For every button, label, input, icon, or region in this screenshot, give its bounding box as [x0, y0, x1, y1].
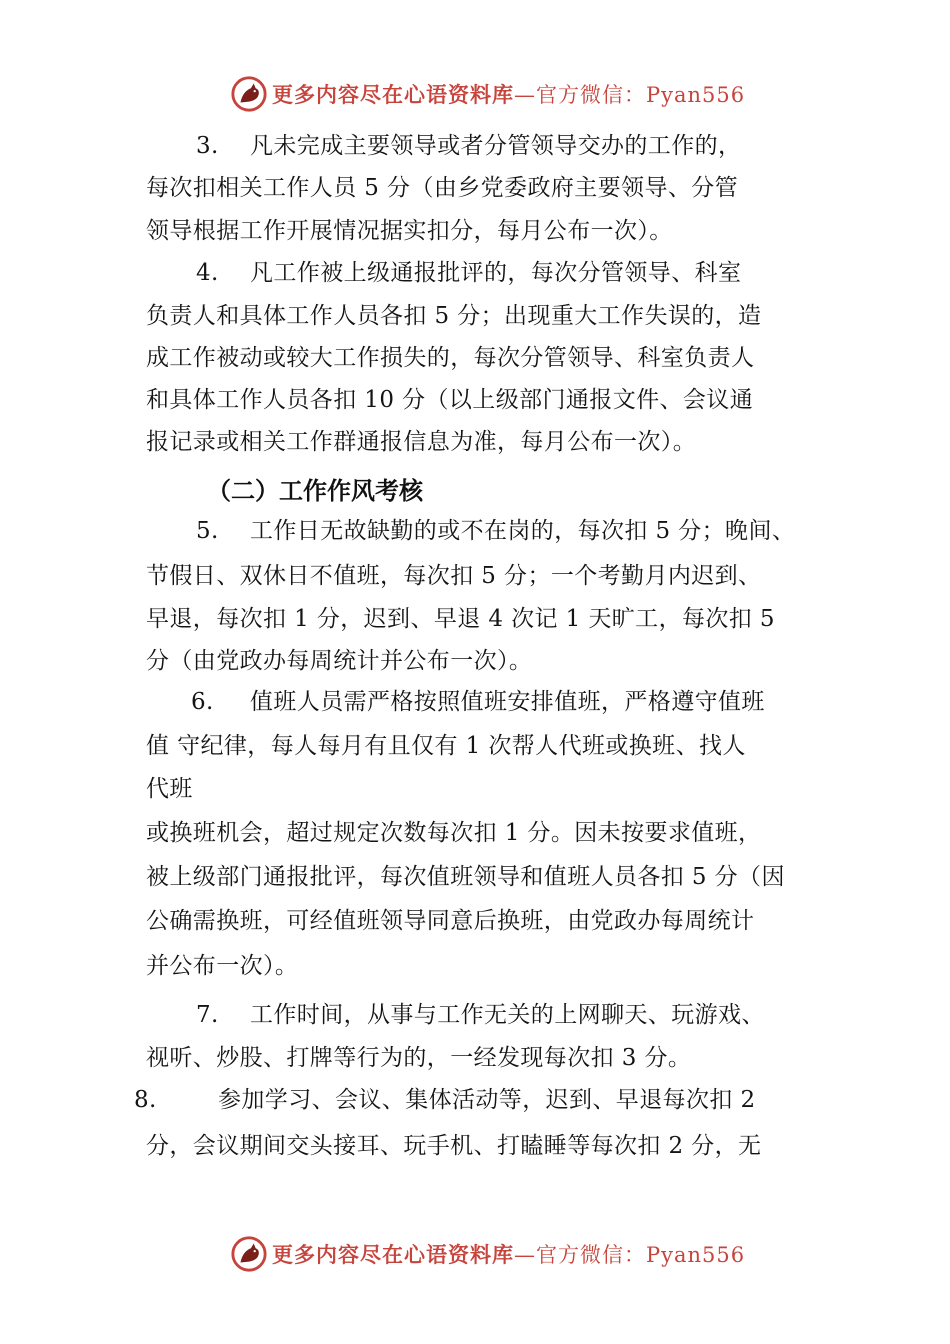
- item-4-line-2: 负责人和具体工作人员各扣 5 分；出现重大工作失误的，造: [146, 303, 762, 329]
- item-6-line-1: 6. 值班人员需严格按照值班安排值班，严格遵守值班: [191, 689, 765, 715]
- item-6-line-2: 值 守纪律，每人每月有且仅有 1 次帮人代班或换班、找人: [146, 733, 746, 759]
- watermark-header: [230, 74, 745, 114]
- watermark-footer: [230, 1234, 745, 1274]
- item-4-line-1: 4. 凡工作被上级通报批评的，每次分管领导、科室: [196, 260, 742, 286]
- item-6-line-7: 并公布一次）。: [146, 953, 299, 979]
- item-7-line-2: 视听、炒股、打牌等行为的，一经发现每次扣 3 分。: [146, 1045, 692, 1071]
- item-6-line-3: 代班: [146, 776, 193, 802]
- item-5-number: 5.: [196, 518, 219, 544]
- cat-silhouette-logo-icon: [230, 1235, 268, 1273]
- watermark-text: 更多内容尽在心语资料库—官方微信：Pyan556: [272, 82, 746, 107]
- item-3-line-2: 每次扣相关工作人员 5 分（由乡党委政府主要领导、分管: [146, 175, 739, 201]
- item-6-number: 6.: [191, 689, 214, 715]
- item-4-line-4: 和具体工作人员各扣 10 分（以上级部门通报文件、会议通: [146, 387, 754, 413]
- cat-silhouette-logo-icon: [230, 75, 268, 113]
- item-6-line-5: 被上级部门通报批评，每次值班领导和值班人员各扣 5 分（因: [146, 864, 785, 890]
- item-3-number: 3.: [196, 133, 219, 159]
- item-4-number: 4.: [196, 260, 219, 286]
- item-5-line-4: 分（由党政办每周统计并公布一次）。: [146, 648, 533, 674]
- watermark-text: 更多内容尽在心语资料库—官方微信：Pyan556: [272, 1242, 746, 1267]
- item-5-line-1: 5. 工作日无故缺勤的或不在岗的，每次扣 5 分；晚间、: [196, 518, 796, 544]
- item-8-line-2: 分，会议期间交头接耳、玩手机、打瞌睡等每次扣 2 分，无: [146, 1133, 762, 1159]
- item-7-number: 7.: [196, 1002, 219, 1028]
- item-7-line-1: 7. 工作时间，从事与工作无关的上网聊天、玩游戏、: [196, 1002, 765, 1028]
- section-heading-work-style: （二）工作作风考核: [207, 477, 423, 505]
- item-6-line-6: 公确需换班，可经值班领导同意后换班，由党政办每周统计: [146, 908, 755, 934]
- item-4-line-5: 报记录或相关工作群通报信息为准，每月公布一次）。: [146, 429, 697, 455]
- item-5-line-3: 早退，每次扣 1 分，迟到、早退 4 次记 1 天旷工，每次扣 5: [146, 606, 775, 632]
- item-8-number: 8.: [134, 1087, 157, 1113]
- item-8-line-1: 8. 参加学习、会议、集体活动等，迟到、早退每次扣 2: [134, 1087, 756, 1113]
- item-3-line-1: 3. 凡未完成主要领导或者分管领导交办的工作的，: [196, 133, 742, 159]
- item-6-line-4: 或换班机会，超过规定次数每次扣 1 分。因未按要求值班，: [146, 820, 762, 846]
- item-5-line-2: 节假日、双休日不值班，每次扣 5 分；一个考勤月内迟到、: [146, 563, 762, 589]
- item-3-line-3: 领导根据工作开展情况据实扣分，每月公布一次）。: [146, 218, 673, 244]
- item-4-line-3: 成工作被动或较大工作损失的，每次分管领导、科室负责人: [146, 345, 755, 371]
